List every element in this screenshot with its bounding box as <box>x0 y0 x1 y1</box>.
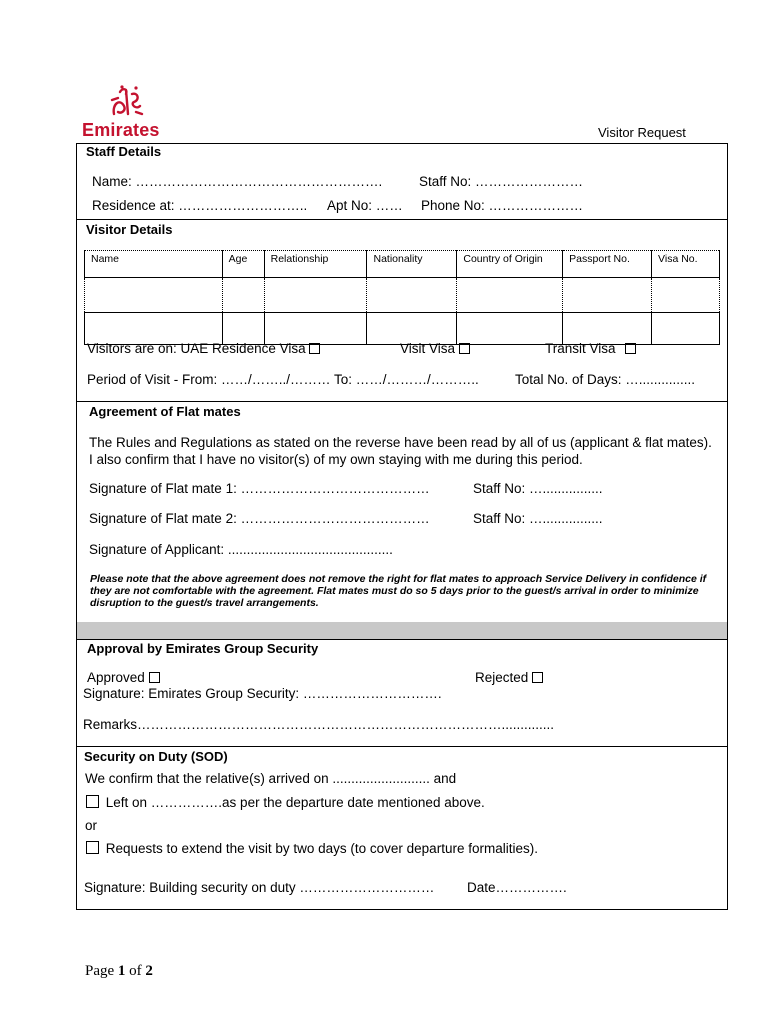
col-nationality-header: Nationality <box>367 251 457 278</box>
col-age-header: Age <box>222 251 264 278</box>
approved-checkbox[interactable] <box>149 672 160 683</box>
rejected-label: Rejected <box>475 670 529 685</box>
sod-title: Security on Duty (SOD) <box>84 749 228 764</box>
left-on-option <box>86 795 485 810</box>
extend-option <box>86 841 538 856</box>
left-on-label: Left on …………….as per the departure date mentioned above. <box>105 795 485 810</box>
rejected-option <box>475 670 543 685</box>
table-row <box>85 278 720 313</box>
table-cell[interactable] <box>264 313 367 345</box>
transit-visa-option <box>545 341 636 356</box>
visit-visa-label: Visit Visa <box>400 341 456 356</box>
logo-text: Emirates <box>82 120 160 140</box>
table-cell[interactable] <box>563 313 652 345</box>
visitor-table <box>84 250 720 345</box>
table-cell[interactable] <box>652 313 720 345</box>
building-security-signature-field[interactable]: Signature: Building security on duty ………………………… <box>84 880 435 895</box>
left-on-checkbox[interactable] <box>86 795 99 808</box>
flatmate1-signature-field[interactable]: Signature of Flat mate 1: …………………………………… <box>89 481 430 496</box>
table-cell[interactable] <box>264 278 367 313</box>
col-relationship-header: Relationship <box>264 251 367 278</box>
staff-details-title: Staff Details <box>86 144 162 159</box>
section-separator-band <box>77 622 727 639</box>
page-total: 2 <box>145 963 153 979</box>
period-of-visit-field[interactable]: Period of Visit - From: ……/……../……… To: ……/………/……….. <box>87 372 479 387</box>
total-days-field[interactable]: Total No. of Days: …............... <box>515 372 696 387</box>
col-country-header: Country of Origin <box>457 251 563 278</box>
agreement-title: Agreement of Flat mates <box>89 404 241 419</box>
col-passport-header: Passport No. <box>563 251 652 278</box>
page-current: 1 <box>117 963 126 979</box>
flatmate1-staff-no-field[interactable]: Staff No: …................ <box>473 481 603 496</box>
approval-title: Approval by Emirates Group Security <box>87 641 319 656</box>
form-title: Visitor Request <box>598 125 686 140</box>
table-row <box>85 313 720 345</box>
sod-date-field[interactable]: Date……………. <box>467 880 567 895</box>
apt-no-field[interactable]: Apt No: …… <box>327 198 403 213</box>
table-cell[interactable] <box>85 278 223 313</box>
arrival-confirm-field[interactable]: We confirm that the relative(s) arrived on .......................... and <box>85 771 457 786</box>
approved-label: Approved <box>87 670 145 685</box>
applicant-signature-field[interactable]: Signature of Applicant: ............................................ <box>89 542 393 557</box>
visit-visa-checkbox[interactable] <box>459 343 470 354</box>
uae-residence-visa-checkbox[interactable] <box>309 343 320 354</box>
residence-field[interactable]: Residence at: ……………………….. <box>92 198 308 213</box>
staff-no-field[interactable]: Staff No: …………………… <box>419 174 584 189</box>
security-signature-field[interactable]: Signature: Emirates Group Security: …………………………. <box>83 686 442 701</box>
rejected-checkbox[interactable] <box>532 672 543 683</box>
extend-checkbox[interactable] <box>86 841 99 854</box>
table-cell[interactable] <box>367 313 457 345</box>
table-cell[interactable] <box>457 313 563 345</box>
page-prefix: Page <box>85 963 118 979</box>
visitors-on-row <box>87 341 320 356</box>
table-cell[interactable] <box>85 313 223 345</box>
table-cell[interactable] <box>457 278 563 313</box>
table-cell[interactable] <box>367 278 457 313</box>
transit-visa-label: Transit Visa <box>545 341 616 356</box>
page-middle: of <box>125 963 146 979</box>
visitor-details-title: Visitor Details <box>86 222 173 237</box>
or-text: or <box>85 818 98 833</box>
flatmate2-staff-no-field[interactable]: Staff No: …................ <box>473 511 603 526</box>
table-cell[interactable] <box>222 278 264 313</box>
table-header-row <box>85 251 720 278</box>
flatmate2-signature-field[interactable]: Signature of Flat mate 2: …………………………………… <box>89 511 430 526</box>
transit-visa-checkbox[interactable] <box>625 343 636 354</box>
emirates-logo <box>82 84 172 140</box>
phone-no-field[interactable]: Phone No: ………………… <box>421 198 584 213</box>
table-cell[interactable] <box>563 278 652 313</box>
approved-option <box>87 670 160 685</box>
agreement-note: Please note that the above agreement does not remove the right for flat mates to approach Service Delivery in confidence if they are not comfortable with the agreement. Flat mates must do so 5 days prior to the guest/s arrival in order to minimize disruption to the guest/s travel arrangements. <box>90 573 707 609</box>
col-name-header: Name <box>85 251 223 278</box>
divider <box>76 746 728 747</box>
uae-residence-visa-label: Visitors are on: UAE Residence Visa <box>87 341 306 356</box>
page-number <box>85 963 153 980</box>
table-cell[interactable] <box>222 313 264 345</box>
col-visa-header: Visa No. <box>652 251 720 278</box>
staff-name-field[interactable]: Name: ………………………………………………. <box>92 174 383 189</box>
emirates-calligraphy-icon <box>106 84 146 122</box>
divider <box>76 401 728 402</box>
extend-label: Requests to extend the visit by two days (to cover departure formalities). <box>105 841 538 856</box>
divider <box>76 639 728 640</box>
visit-visa-option <box>400 341 470 356</box>
agreement-paragraph: The Rules and Regulations as stated on the reverse have been read by all of us (applicant & flat mates). I also confirm that I have no visitor(s) of my own staying with me during this period. <box>89 435 712 467</box>
table-cell[interactable] <box>652 278 720 313</box>
remarks-field[interactable]: Remarks……………………………………………………………………….............. <box>83 717 555 732</box>
divider <box>76 219 728 220</box>
